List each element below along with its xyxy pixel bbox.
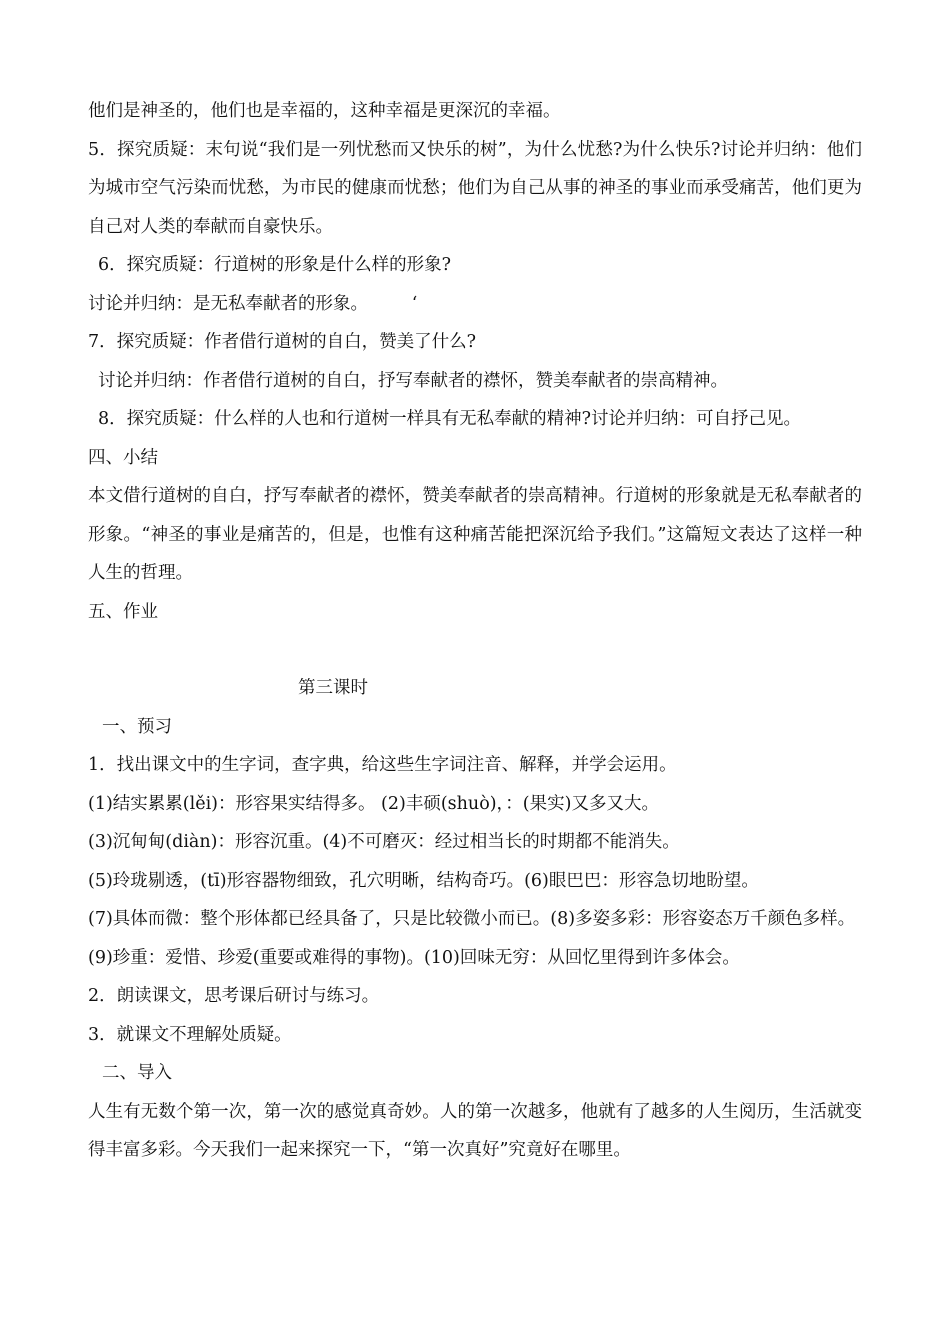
paragraph-question-8: 8．探究质疑：什么样的人也和行道树一样具有无私奉献的精神?讨论并归纳：可自抒己见。 — [98, 409, 802, 429]
paragraph-summary: 本文借行道树的自白，抒写奉献者的襟怀，赞美奉献者的崇高精神。行道树的形象就是无私奉献者的形象。“神圣的事业是痛苦的，但是，也惟有这种痛苦能把深沉给予我们。”这篇短文表达了这样一种人生的哲理。 — [88, 486, 862, 583]
vocab-line-1: (1)结实累累(lěi)：形容果实结得多。 (2)丰硕(shuò)，：(果实)又多又大。 — [88, 793, 659, 814]
paragraph-preview-1: 1．找出课文中的生字词，查字典，给这些生字词注音、解释，并学会运用。 — [88, 755, 677, 775]
paragraph-introduction: 人生有无数个第一次，第一次的感觉真奇妙。人的第一次越多，他就有了越多的人生阅历，生活就变得丰富多彩。今天我们一起来探究一下，“第一次真好”究竟好在哪里。 — [88, 1101, 862, 1160]
heading-summary: 四、小结 — [88, 447, 158, 468]
heading-introduction: 二、导入 — [102, 1063, 172, 1083]
vocab-line-4: (7)具体而微：整个形体都已经具备了，只是比较微小而已。(8)多姿多彩：形容姿态万千颜色多样。 — [88, 909, 856, 929]
paragraph-question-5: 5．探究质疑：末句说“我们是一列忧愁而又快乐的树”，为什么忧愁?为什么快乐?讨论并归纳：他们为城市空气污染而忧愁，为市民的健康而忧愁；他们为自己从事的神圣的事业而承受痛苦，他们更为自己对人类的奉献而自豪快乐。 — [88, 139, 862, 237]
vocab-line-3: (5)玲珑剔透，(tī)形容器物细致，孔穴明晰，结构奇巧。(6)眼巴巴：形容急切地盼望。 — [88, 870, 759, 891]
paragraph-answer-6: 讨论并归纳：是无私奉献者的形象。 ‘ — [88, 293, 418, 314]
heading-homework: 五、作业 — [88, 601, 158, 622]
vocab-line-2: (3)沉甸甸(diàn)：形容沉重。(4)不可磨灭：经过相当长的时期都不能消失。 — [88, 832, 680, 852]
paragraph-question-7: 7．探究质疑：作者借行道树的自白，赞美了什么? — [88, 332, 477, 352]
section-title: 第三课时 — [298, 678, 368, 698]
paragraph-answer-7: 讨论并归纳：作者借行道树的自白，抒写奉献者的襟怀，赞美奉献者的崇高精神。 — [98, 370, 728, 391]
paragraph-preview-3: 3．就课文不理解处质疑。 — [88, 1024, 292, 1045]
vocab-line-5: (9)珍重：爱惜、珍爱(重要或难得的事物)。(10)回味无穷：从回忆里得到许多体会。 — [88, 947, 740, 968]
heading-preview: 一、预习 — [102, 716, 172, 737]
section-spacer — [88, 631, 862, 669]
paragraph-conclusion-happiness: 他们是神圣的，他们也是幸福的，这种幸福是更深沉的幸福。 — [88, 101, 561, 121]
paragraph-question-6: 6．探究质疑：行道树的形象是什么样的形象? — [98, 255, 452, 275]
paragraph-preview-2: 2．朗读课文，思考课后研讨与练习。 — [88, 986, 380, 1006]
